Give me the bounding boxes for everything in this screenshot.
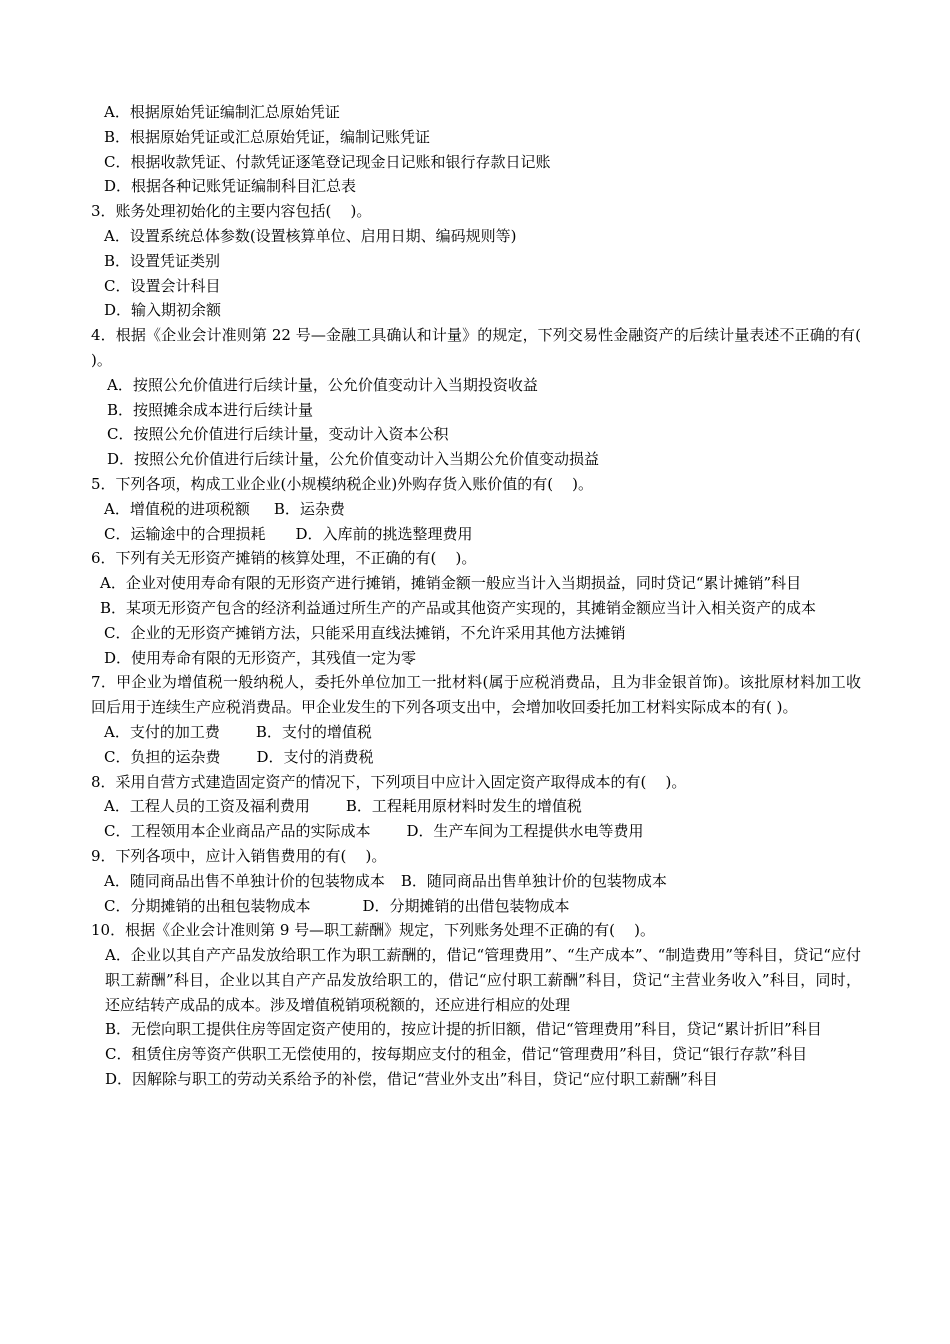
q6-option-a: A．企业对使用寿命有限的无形资产进行摊销，摊销金额一般应当计入当期损益，同时贷记“累计摊销”科目 [100,574,802,593]
q5-option-a: A．增值税的进项税额 [104,499,250,518]
q8-option-d: D．生产车间为工程提供水电等费用 [406,822,644,841]
q3-stem: 3．账务处理初始化的主要内容包括( )。 [91,202,372,221]
q9-option-c: C．分期摊销的出租包装物成本 [104,896,311,915]
q9-option-a: A．随同商品出售不单独计价的包装物成本 [104,871,385,890]
q5-option-d: D．入库前的挑选整理费用 [295,524,473,543]
q7-options-ab [91,720,861,745]
q3-option-b: B．设置凭证类别 [104,251,221,270]
q3-option-a: A．设置系统总体参数(设置核算单位、启用日期、编码规则等) [104,226,517,245]
q2-option-a: A．根据原始凭证编制汇总原始凭证 [104,103,340,121]
question-list [91,100,861,1092]
q2-option-c: C．根据收款凭证、付款凭证逐笔登记现金日记账和银行存款日记账 [104,152,551,171]
q7-option-b: B．支付的增值税 [255,722,372,741]
q5-options-cd [91,522,861,547]
q7-option-d: D．支付的消费税 [256,747,374,766]
q8-option-b: B．工程耗用原材料时发生的增值税 [345,797,582,816]
q10-option-d: D．因解除与职工的劳动关系给予的补偿，借记“营业外支出”科目，贷记“应付职工薪酬”科目 [105,1070,718,1089]
q4-option-d: D．按照公允价值进行后续计量，公允价值变动计入当期公允价值变动损益 [107,450,600,469]
q7-stem: 7．甲企业为增值税一般纳税人，委托外单位加工一批材料(属于应税消费品，且为非金银首饰)。该批原材料加工收回后用于连续生产应税消费品。甲企业发生的下列各项支出中，会增加收回委托加工材料实际成本的有( )。 [91,673,861,717]
q7-options-cd [91,745,861,770]
q10-option-c: C．租赁住房等资产供职工无偿使用的，按每期应支付的租金，借记“管理费用”科目，贷记“银行存款”科目 [105,1045,808,1064]
q10-option-a: A．企业以其自产产品发放给职工作为职工薪酬的，借记“管理费用”、“生产成本”、“制造费用”等科目，贷记“应付职工薪酬”科目，企业以其自产产品发放给职工的，借记“应付职工薪酬”科目，贷记“主营业务收入”科目，同时，还应结转产成品的成本。涉及增值税销项税额的，还应进行相应的处理 [105,946,861,1014]
q2-option-b: B．根据原始凭证或汇总原始凭证，编制记账凭证 [104,127,431,146]
q9-options-ab [91,869,861,894]
q9-option-d: D．分期摊销的出借包装物成本 [362,896,570,915]
q7-option-c: C．负担的运杂费 [104,747,221,766]
q9-option-b: B．随同商品出售单独计价的包装物成本 [400,871,667,890]
q6-option-c: C．企业的无形资产摊销方法，只能采用直线法摊销，不允许采用其他方法摊销 [104,623,626,642]
q4-option-c: C．按照公允价值进行后续计量，变动计入资本公积 [107,425,449,444]
q8-option-a: A．工程人员的工资及福利费用 [104,797,310,816]
q8-option-c: C．工程领用本企业商品产品的实际成本 [104,822,371,841]
q5-options-ab [91,497,861,522]
q6-stem: 6．下列有关无形资产摊销的核算处理，不正确的有( )。 [91,549,477,568]
q8-stem: 8．采用自营方式建造固定资产的情况下，下列项目中应计入固定资产取得成本的有( )。 [91,772,687,791]
q6-option-b: B．某项无形资产包含的经济利益通过所生产的产品或其他资产实现的，其摊销金额应当计入相关资产的成本 [100,598,817,617]
q10-option-b: B．无偿向职工提供住房等固定资产使用的，按应计提的折旧额，借记“管理费用”科目，贷记“累计折旧”科目 [105,1020,822,1039]
q5-option-c: C．运输途中的合理损耗 [104,524,266,543]
q4-option-b: B．按照摊余成本进行后续计量 [107,400,314,419]
q3-option-d: D．输入期初余额 [104,301,222,320]
q5-stem: 5．下列各项，构成工业企业(小规模纳税企业)外购存货入账价值的有( )。 [91,474,594,493]
q8-options-cd [91,819,861,844]
q8-options-ab [91,794,861,819]
q6-option-d: D．使用寿命有限的无形资产，其残值一定为零 [104,648,417,667]
q9-options-cd [91,894,861,919]
q5-option-b: B．运杂费 [273,499,345,518]
q2-option-d: D．根据各种记账凭证编制科目汇总表 [104,177,357,196]
q4-stem: 4．根据《企业会计准则第 22 号—金融工具确认和计量》的规定，下列交易性金融资产的后续计量表述不正确的有( )。 [91,326,861,369]
q9-stem: 9．下列各项中，应计入销售费用的有( )。 [91,846,387,865]
q10-stem: 10．根据《企业会计准则第 9 号—职工薪酬》规定，下列账务处理不正确的有( )。 [91,921,655,940]
q3-option-c: C．设置会计科目 [104,276,221,295]
q4-option-a: A．按照公允价值进行后续计量，公允价值变动计入当期投资收益 [107,375,538,394]
q7-option-a: A．支付的加工费 [104,722,220,741]
